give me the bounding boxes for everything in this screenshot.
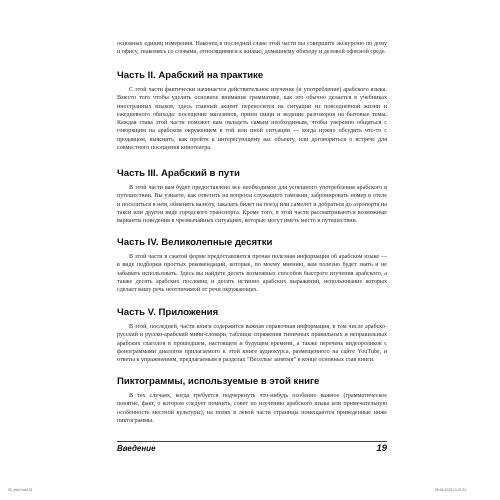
section-part-3-body [117, 184, 387, 225]
print-slug-date: 08.04.2013 13:37:22 [435, 488, 467, 492]
section-heading: Часть III. Арабский в пути [117, 168, 240, 179]
section-paragraph: В этой части вам будет предоставлено все необходимое для успешного употребления арабского в путешествии. Вы узнаете, как ответить на вопросы служащего таможни, забронировать номер в отеле и поселиться в нем, обменять валюту, заказать билет на поезд или самолет и добраться до аэропорта на такси или другом виде городского транспорта. Кроме того, в этой части рассматриваются возможные варианты поведения в чрезвычайных ситуациях, которые могут иметь место в путешествии. [117, 185, 387, 225]
section-part-2-body [117, 86, 387, 152]
section-heading: Пиктограммы, используемые в этой книге [117, 376, 320, 387]
intro-paragraph: основных единиц измерения. Наконец в последней главе этой части вы совершите экскурсию по дому и офису, знакомясь со словами, относящимися к жилью, домашнему обиходу и деловой офисной среде. [117, 41, 387, 56]
section-part-2 [117, 70, 387, 82]
intro-text [117, 40, 387, 57]
section-paragraph: В этой, последней, части книги содержится важная справочная информация, в том числе арабско-русский и русско-арабский мини-словари, таблицы спряжения типичных правильных и неправильных арабских глаголов в прошедшем, настоящем и будущем времени, а также перечень видеороликов с фонограммами диалогов прилагаемого к этой книге аудиокурса, размещенного на сайте YouTube, и ответы к упражнениям, предлагаемым в разделах “Веселые занятия” в конце основных глав книги. [117, 324, 387, 364]
section-heading: Часть II. Арабский на практике [117, 70, 264, 81]
section-paragraph: В тех случаях, когда требуется подчеркнуть что-нибудь особенно важное (грамматическое понятие, факт, о котором следует помнить, совет по изучению арабского языка или примечательную особенность местной культуры), на полях в левой части страницы помещаются приведенные ниже пиктограммы. [117, 393, 387, 424]
print-slug-file: 02_intro.indd 19 [8, 488, 33, 492]
footer-chapter-label: Введение [117, 444, 156, 453]
section-part-3 [117, 168, 387, 180]
section-part-4-body [117, 253, 387, 294]
section-icons [117, 376, 387, 388]
section-paragraph: В этой части в сжатой форме предоставляется прочая полезная информация об арабском языке — в виде подборки простых рекомендаций, которые, по моему мнению, вам полезно будет знать и не забывать использовать. Здесь вы найдете десять возможных способов быстрого изучения арабского, а также десять арабских пословиц и десять истинно арабских выражений, использование которых сделает вашу речь неотличимой от речи окружающих. [117, 254, 387, 294]
section-icons-body [117, 392, 387, 425]
footer-rule [117, 441, 387, 442]
page-number: 19 [376, 443, 387, 454]
section-paragraph: С этой части фактически начинается действительное изучение (и употребление) арабского языка. Вместо того чтобы уделять основное внимание грамматике, как это обычно делается в учебниках иностранных языков, здесь главный акцент переносится на ситуации из повседневной жизни и ежедневного обихода: посещение магазинов, прием пищи и ведение разговоров на бытовые темы. Каждая глава этой части поможет вам овладеть самым необходимым, чтобы уверенно общаться с говорящим на арабском окружением в той или иной ситуации — когда нужно обсудить что-то с продавцом, выяснить, как пройти к интересующему вас объекту, или договориться о встрече для совместного посещения кинотеатра. [117, 87, 387, 152]
section-part-5 [117, 307, 387, 319]
section-part-5-body [117, 323, 387, 364]
section-heading: Часть IV. Великолепные десятки [117, 237, 273, 248]
section-heading: Часть V. Приложения [117, 307, 219, 318]
section-part-4 [117, 237, 387, 249]
